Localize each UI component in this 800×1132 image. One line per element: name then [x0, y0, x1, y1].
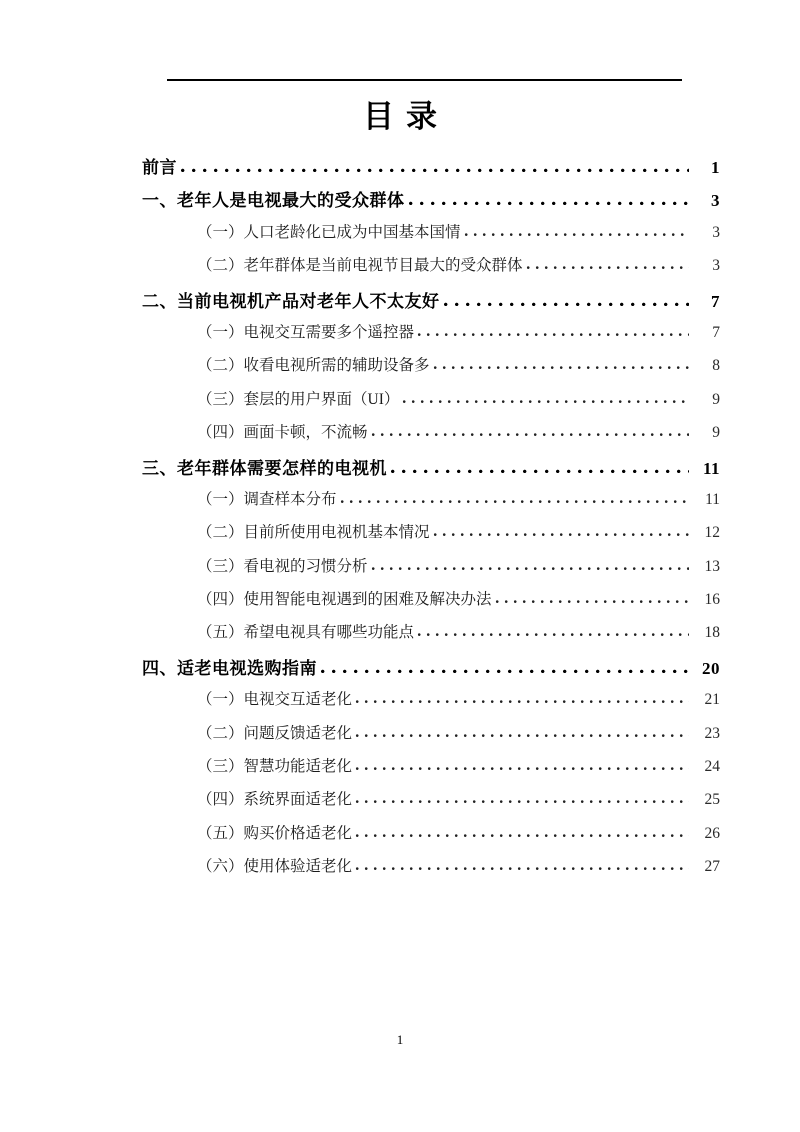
toc-entry-page: 9	[712, 424, 720, 442]
toc-title: 目录	[363, 99, 449, 134]
toc-entry-label: （四）系统界面适老化	[197, 791, 353, 809]
toc-leader-dots	[371, 566, 689, 571]
toc-entry[interactable]	[142, 186, 720, 219]
toc-entry-page: 26	[704, 824, 720, 842]
toc-entry-page: 16	[704, 591, 720, 609]
toc-entry[interactable]	[142, 554, 720, 587]
toc-entry[interactable]	[142, 487, 720, 520]
toc-entry-label: （四）画面卡顿，不流畅	[197, 424, 368, 442]
toc-entry[interactable]	[142, 320, 720, 353]
toc-entry-page: 3	[712, 223, 720, 241]
toc-entry[interactable]	[142, 253, 720, 286]
toc-leader-dots	[355, 799, 689, 804]
toc-entry-label: （六）使用体验适老化	[197, 858, 353, 876]
toc-entry-page: 21	[704, 691, 720, 709]
toc-leader-dots	[320, 669, 689, 674]
toc-entry[interactable]	[142, 220, 720, 253]
toc-leader-dots	[464, 232, 689, 237]
toc-entry[interactable]	[142, 587, 720, 620]
toc-entry-label: （二）问题反馈适老化	[197, 724, 353, 742]
toc-leader-dots	[433, 532, 689, 537]
toc-entry-label: 四、适老电视选购指南	[142, 658, 317, 678]
toc-leader-dots	[526, 265, 689, 270]
toc-entry-label: （一）人口老龄化已成为中国基本国情	[197, 223, 461, 241]
toc-entry-page: 13	[704, 557, 720, 575]
footer-page-number: 1	[396, 1032, 404, 1047]
toc-leader-dots	[443, 302, 690, 307]
toc-entry[interactable]	[142, 787, 720, 820]
toc-entry-page: 23	[704, 724, 720, 742]
toc-entry[interactable]	[142, 754, 720, 787]
page-footer	[0, 1032, 800, 1048]
toc-entry[interactable]	[142, 687, 720, 720]
toc-entry-label: （二）目前所使用电视机基本情况	[197, 524, 430, 542]
toc-entry-label: （三）看电视的习惯分析	[197, 557, 368, 575]
toc-leader-dots	[417, 632, 689, 637]
toc-entry[interactable]	[142, 287, 720, 320]
toc-leader-dots	[408, 201, 690, 206]
toc-leader-dots	[390, 469, 689, 474]
toc-leader-dots	[495, 599, 689, 604]
toc-leader-dots	[371, 432, 689, 437]
toc-entry-page: 12	[704, 524, 720, 542]
toc-entry[interactable]	[142, 387, 720, 420]
toc-leader-dots	[180, 168, 689, 173]
toc-entry[interactable]	[142, 620, 720, 653]
toc-entry-page: 9	[712, 390, 720, 408]
toc-leader-dots	[355, 733, 689, 738]
toc-entry[interactable]	[142, 420, 720, 453]
toc-entry-page: 7	[711, 291, 720, 311]
toc-entry[interactable]	[142, 153, 720, 186]
toc-entry-page: 7	[712, 323, 720, 341]
toc-entry[interactable]	[142, 854, 720, 887]
toc-entry-label: （二）收看电视所需的辅助设备多	[197, 357, 430, 375]
toc-entry-page: 18	[704, 624, 720, 642]
toc-entry-page: 24	[704, 758, 720, 776]
toc-entry-label: （五）希望电视具有哪些功能点	[197, 624, 415, 642]
toc-entry-label: （一）电视交互适老化	[197, 691, 353, 709]
toc-entry-page: 27	[704, 858, 720, 876]
toc-entry[interactable]	[142, 821, 720, 854]
toc-entry-label: （一）电视交互需要多个遥控器	[197, 323, 415, 341]
toc-entry-page: 3	[711, 191, 720, 211]
toc-entry-label: （四）使用智能电视遇到的困难及解决办法	[197, 591, 492, 609]
toc-entry-page: 8	[712, 357, 720, 375]
toc-entry-label: 三、老年群体需要怎样的电视机	[142, 458, 387, 478]
toc-entry-label: （二）老年群体是当前电视节目最大的受众群体	[197, 257, 523, 275]
toc-entry-label: （一）调查样本分布	[197, 490, 337, 508]
toc-entry-page: 25	[704, 791, 720, 809]
toc-entry-label: （三）套层的用户界面（UI）	[197, 390, 400, 408]
toc-entry-page: 3	[712, 257, 720, 275]
toc-entry-label: 前言	[142, 158, 177, 177]
toc-entry-label: （三）智慧功能适老化	[197, 758, 353, 776]
toc-entry-page: 1	[711, 158, 720, 177]
toc-leader-dots	[355, 699, 689, 704]
toc-leader-dots	[402, 399, 689, 404]
toc-entry[interactable]	[142, 721, 720, 754]
toc-entry-page: 20	[702, 658, 720, 678]
toc-entry-label: 一、老年人是电视最大的受众群体	[142, 191, 405, 211]
toc-leader-dots	[355, 766, 689, 771]
toc-entry[interactable]	[142, 353, 720, 386]
toc-entry[interactable]	[142, 520, 720, 553]
toc-leader-dots	[355, 866, 689, 871]
toc-list	[142, 153, 720, 888]
toc-entry-page: 11	[702, 458, 720, 478]
toc-leader-dots	[340, 499, 689, 504]
toc-entry[interactable]	[142, 654, 720, 687]
toc-leader-dots	[433, 365, 689, 370]
toc-leader-dots	[355, 833, 689, 838]
toc-entry-label: 二、当前电视机产品对老年人不太友好	[142, 291, 440, 311]
toc-leader-dots	[417, 332, 689, 337]
toc-entry-page: 11	[705, 490, 720, 508]
toc-entry-label: （五）购买价格适老化	[197, 824, 353, 842]
toc-entry[interactable]	[142, 454, 720, 487]
header-rule	[167, 79, 682, 81]
